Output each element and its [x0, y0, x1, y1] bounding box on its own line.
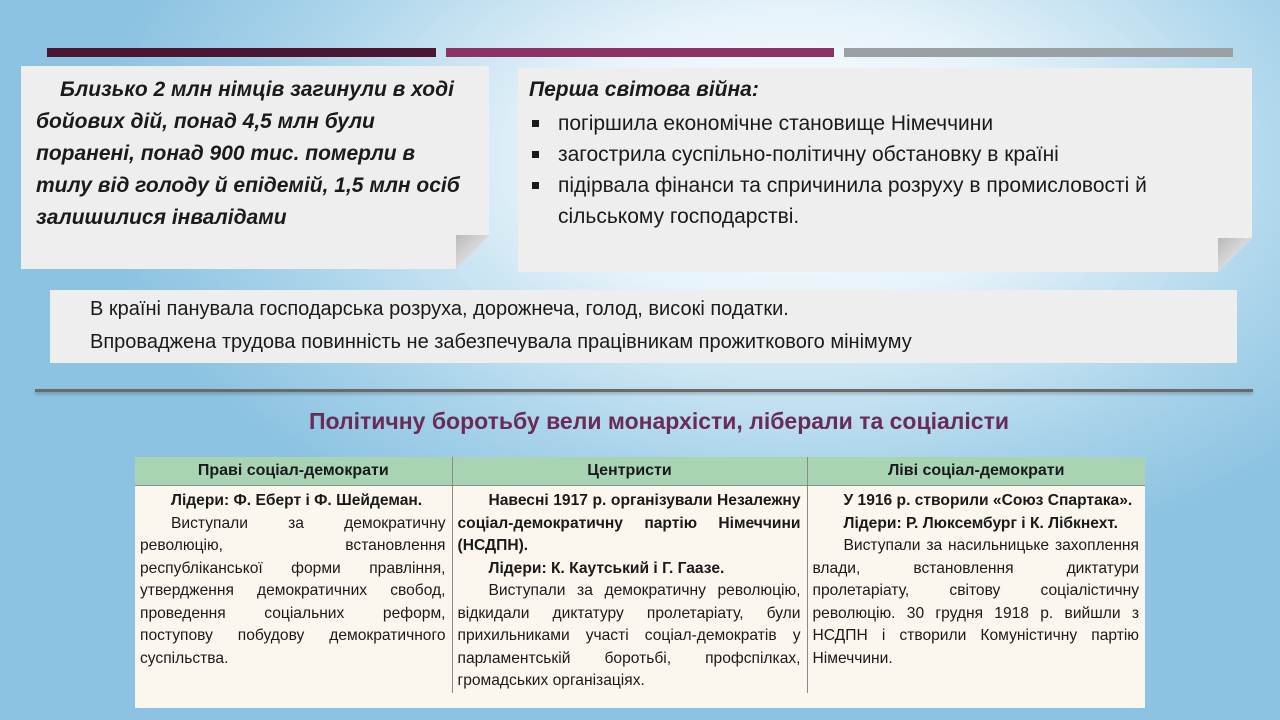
cell-left-sd [807, 486, 1145, 693]
decor-bar-magenta [446, 48, 834, 57]
economy-line-2: Впроваджена трудова повинність не забезпечувала працівникам прожиткового мінімуму [90, 331, 912, 353]
casualties-text-content: Близько 2 млн німців загинули в ході бойових дій, понад 4,5 млн були поранені, понад 900 тис. померли в тилу від голоду й епідемій, 1,5 млн осіб залишилися інвалідами [36, 78, 460, 229]
list-item: підірвала фінанси та спричинила розруху в промисловості й сільському господарстві. [529, 170, 1241, 232]
section-heading: Політичну боротьбу вели монархісти, ліберали та соціалісти [308, 408, 1009, 434]
list-item: загострила суспільно-політичну обстановку в країні [529, 139, 1241, 170]
casualties-text [36, 74, 476, 234]
cell-leaders: Лідери: Р. Люксембург і К. Лібкнехт. [843, 514, 1118, 532]
cell-founding: Навесні 1917 р. організували Незалежну соціал-демократичну партію Німеччини (НСДПН). [457, 492, 801, 554]
page-curl-corner [456, 235, 490, 269]
cell-description: Виступали за демократичну революцію, встановлення республіканської форми правління, утвердження демократичних свобод, проведення соціальних реформ, поступову побудову демократичного суспільства. [140, 514, 446, 667]
column-header-centrists: Центристи [452, 457, 807, 486]
cell-founding: У 1916 р. створили «Союз Спартака». [843, 492, 1133, 509]
cell-description: Виступали за насильницьке захоплення влади, встановлення диктатури пролетаріату, світову соціалістичну революцію. 30 грудня 1918 р. вийшли з НСДПН і створили Комуністичну партію Німеччини. [812, 537, 1139, 667]
column-header-right-sd: Праві соціал-демократи [135, 457, 452, 486]
divider [35, 389, 1253, 392]
list-item: погіршила економічне становище Німеччини [529, 108, 1241, 139]
decor-bar-gray [844, 48, 1233, 57]
cell-centrists [452, 486, 807, 693]
economy-line-1: В країні панувала господарська розруха, дорожнеча, голод, високі податки. [90, 298, 789, 320]
cell-leaders: Лідери: Ф. Еберт і Ф. Шейдеман. [171, 492, 423, 509]
cell-right-sd [135, 486, 452, 693]
cell-description: Виступали за демократичну революцію, відкидали диктатуру пролетаріату, були прихильниками участі соціал-демократів у парламентській боротьбі, профспілках, громадських організаціях. [457, 582, 801, 689]
war-effects-list [529, 108, 1241, 232]
decor-bar-dark [47, 48, 436, 57]
cell-leaders: Лідери: К. Каутський і Г. Гаазе. [488, 559, 725, 577]
page-curl-corner [1218, 238, 1252, 272]
column-header-left-sd: Ліві соціал-демократи [807, 457, 1145, 486]
parties-table [135, 457, 1145, 708]
war-effects-title: Перша світова війна: [529, 78, 759, 101]
